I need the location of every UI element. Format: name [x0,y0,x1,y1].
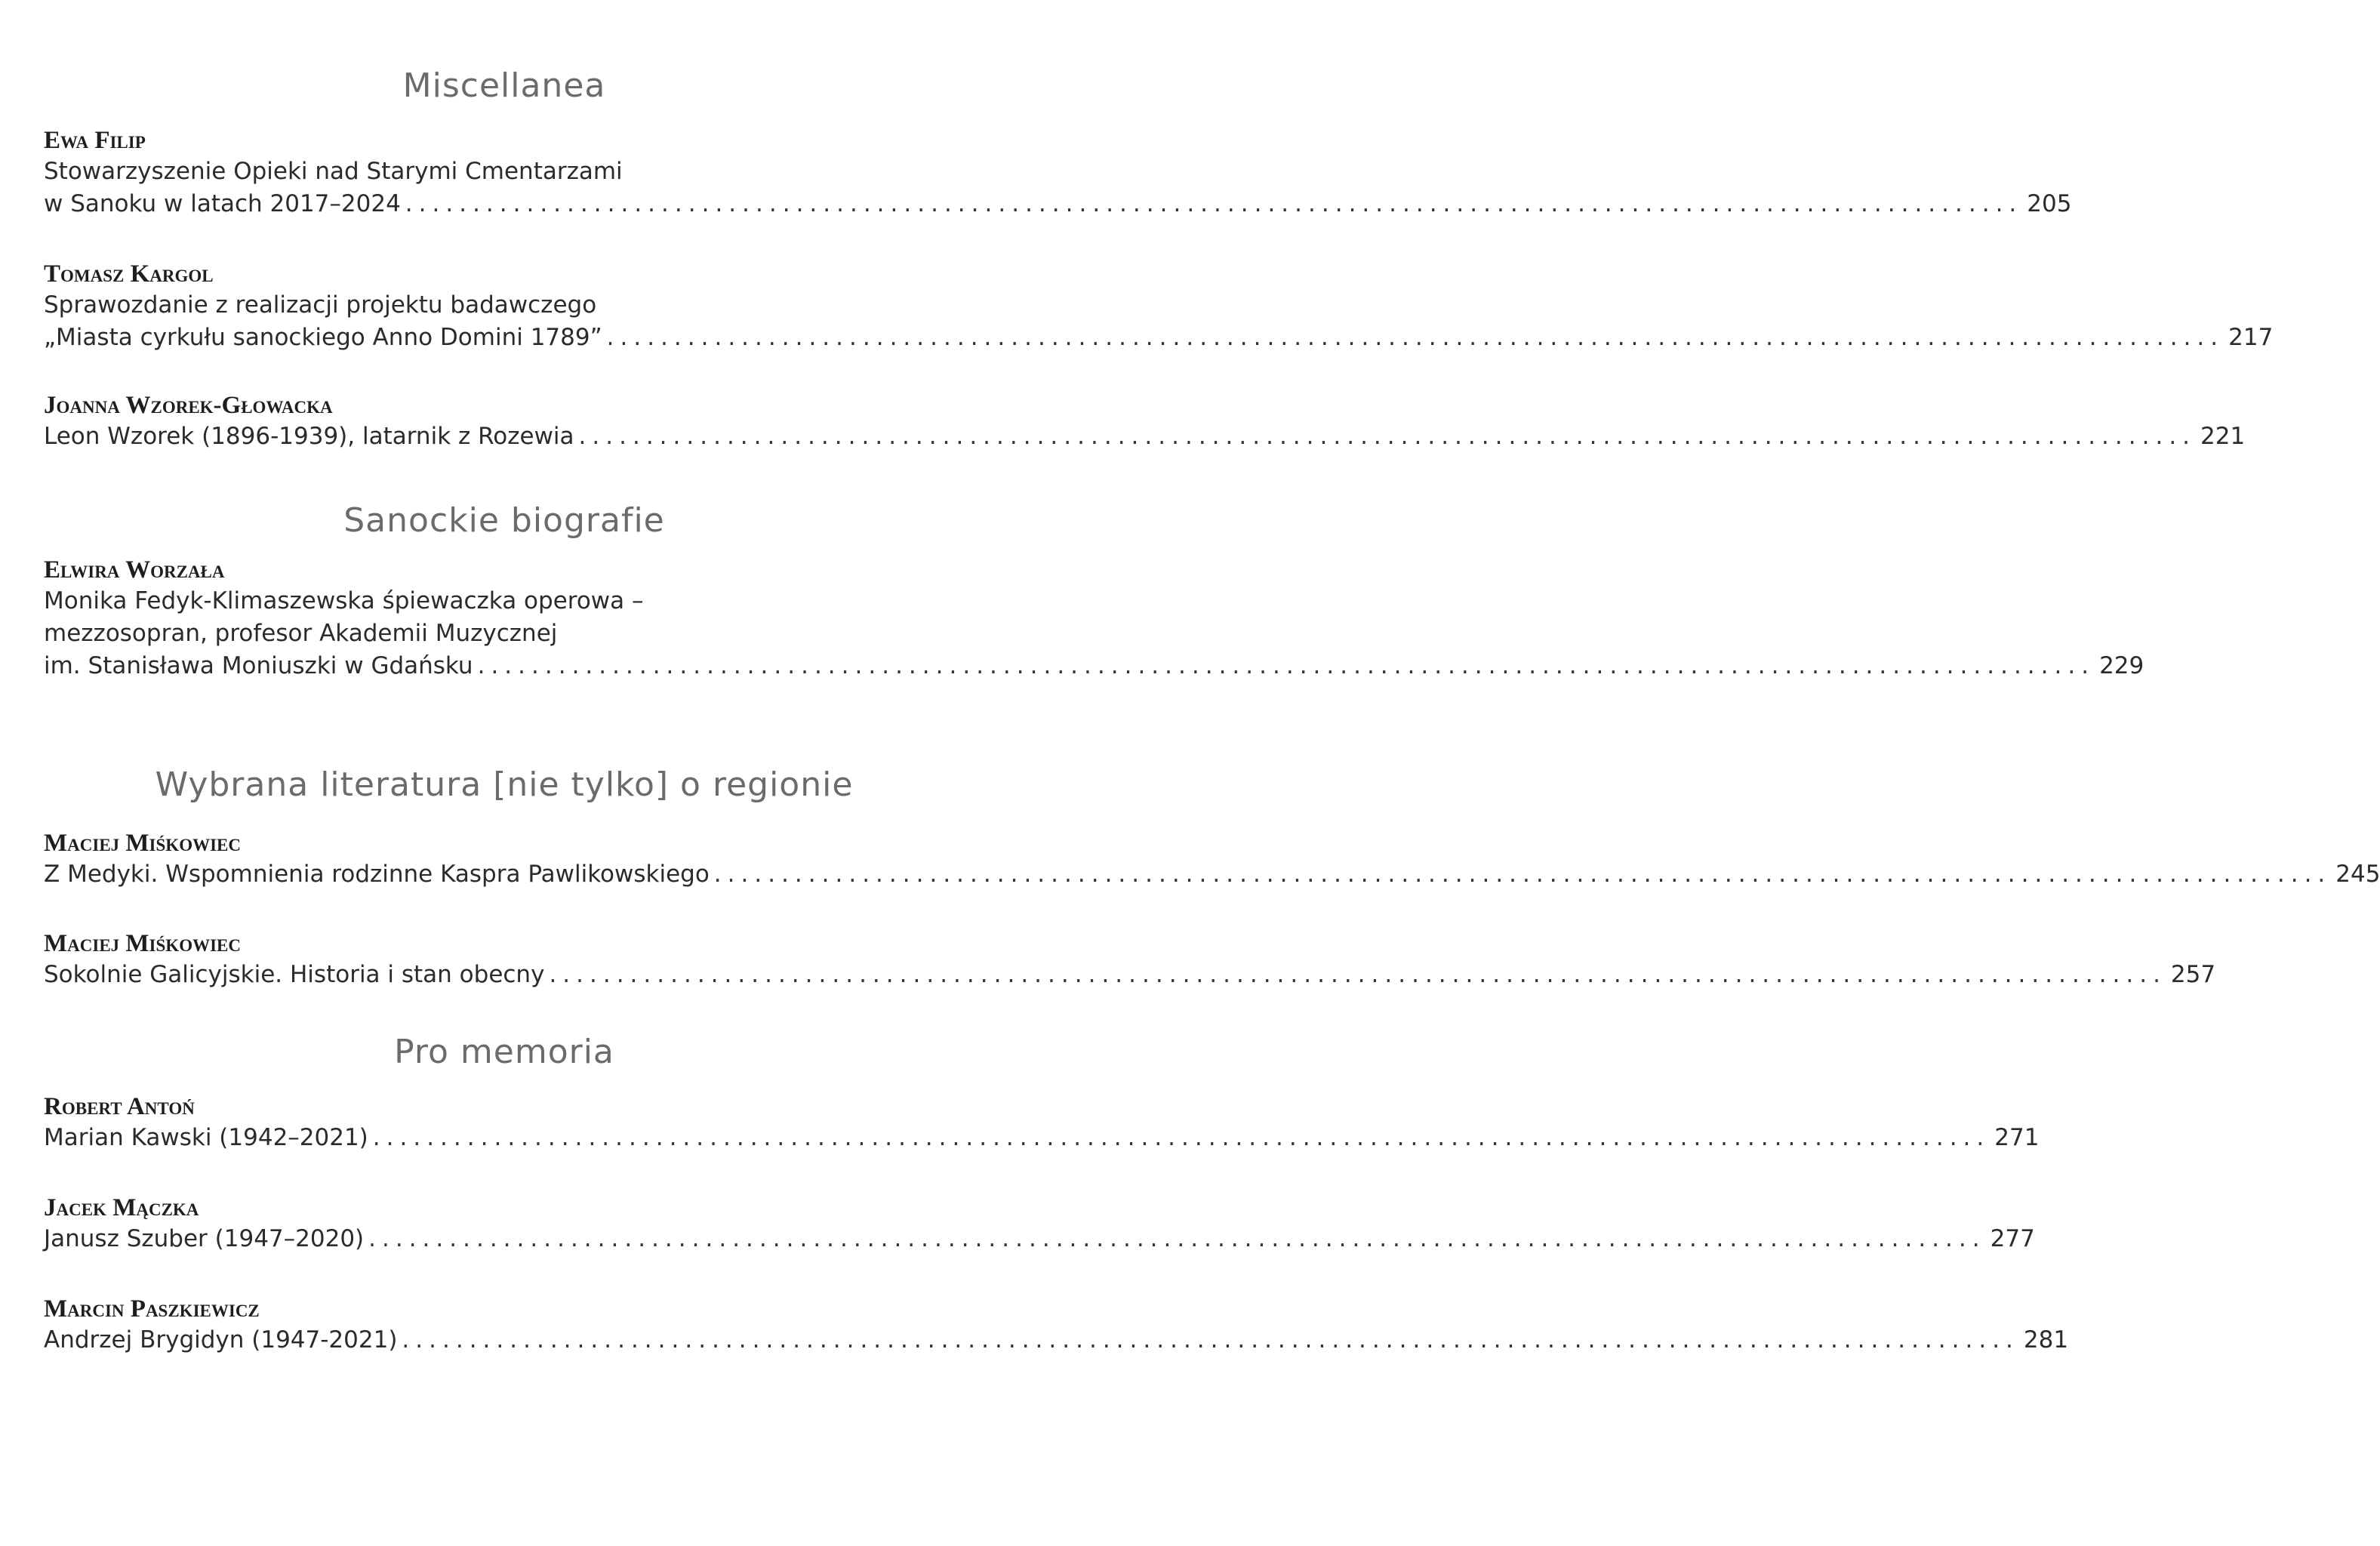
entry-title-line: mezzosopran, profesor Akademii Muzycznej [44,620,558,647]
entry-title-text: im. Stanisława Moniuszki w Gdańsku [44,652,473,679]
toc-entry [44,259,2274,354]
entry-page-number: 281 [2023,1326,2069,1354]
entry-author: Ewa Filip [44,127,146,154]
section-title-sanockie-biografie: Sanockie biografie [343,501,665,540]
entry-title-text: w Sanoku w latach 2017–2024 [44,190,401,217]
entry-title-last-line [44,322,2274,354]
dot-leader: ........................................................................................................................ [549,961,2166,988]
dot-leader: ........................................................................................................................ [606,324,2225,351]
entry-title-text: Marian Kawski (1942–2021) [44,1124,368,1151]
entry-page-number: 277 [1990,1225,2035,1252]
entry-title-last-line [44,959,2216,991]
entry-title-text: „Miasta cyrkułu sanockiego Anno Domini 1789” [44,324,602,351]
entry-title-text: Z Medyki. Wspomnienia rodzinne Kaspra Pawlikowskiego [44,861,710,888]
toc-entry [44,390,2246,453]
toc-entry [44,1092,2040,1154]
entry-title-text: Janusz Szuber (1947–2020) [44,1225,365,1252]
entry-title-last-line [44,188,2072,220]
toc-entry [44,828,2380,891]
entry-title-line: Monika Fedyk-Klimaszewska śpiewaczka operowa – [44,587,644,614]
entry-page-number: 221 [2200,423,2246,450]
dot-leader: ........................................................................................................................ [477,652,2095,679]
entry-author: Tomasz Kargol [44,260,214,288]
entry-title-last-line [44,420,2246,453]
entry-page-number: 229 [2099,652,2144,679]
entry-page-number: 217 [2228,324,2274,351]
entry-author: Elwira Worzała [44,556,225,584]
entry-title-last-line [44,1122,2040,1154]
entry-title-line: Stowarzyszenie Opieki nad Starymi Cmentarzami [44,158,623,185]
dot-leader: ........................................................................................................................ [372,1124,1991,1151]
toc-entry [44,929,2216,991]
entry-author: Marcin Paszkiewicz [44,1295,260,1323]
entry-author: Jacek Mączka [44,1194,199,1221]
table-of-contents [44,0,2380,1546]
dot-leader: ........................................................................................................................ [713,861,2332,888]
entry-page-number: 257 [2170,961,2216,988]
dot-leader: ........................................................................................................................ [405,190,2023,217]
entry-author: Maciej Miśkowiec [44,930,241,957]
dot-leader: ........................................................................................................................ [402,1326,2019,1354]
entry-title-last-line [44,858,2380,891]
entry-title-text: Andrzej Brygidyn (1947-2021) [44,1326,398,1354]
entry-page-number: 245 [2335,861,2380,888]
entry-author: Joanna Wzorek-Głowacka [44,392,333,419]
section-title-miscellanea: Miscellanea [402,66,606,105]
toc-entry [44,555,2144,682]
dot-leader: ........................................................................................................................ [578,423,2197,450]
section-title-wybrana-literatura: Wybrana literatura [nie tylko] o regionie [155,765,854,804]
entry-page-number: 271 [1994,1124,2040,1151]
entry-page-number: 205 [2027,190,2072,217]
entry-title-text: Leon Wzorek (1896-1939), latarnik z Rozewia [44,423,574,450]
section-title-pro-memoria: Pro memoria [394,1033,614,1071]
entry-title-last-line [44,1324,2069,1357]
toc-entry [44,1193,2035,1255]
entry-author: Maciej Miśkowiec [44,830,241,857]
toc-entry [44,1294,2069,1357]
entry-title-last-line [44,650,2144,682]
entry-title-last-line [44,1223,2035,1255]
dot-leader: ........................................................................................................................ [368,1225,1986,1252]
entry-title-line: Sprawozdanie z realizacji projektu badawczego [44,291,597,319]
entry-author: Robert Antoń [44,1093,195,1120]
entry-title-text: Sokolnie Galicyjskie. Historia i stan obecny [44,961,545,988]
toc-entry [44,125,2072,220]
